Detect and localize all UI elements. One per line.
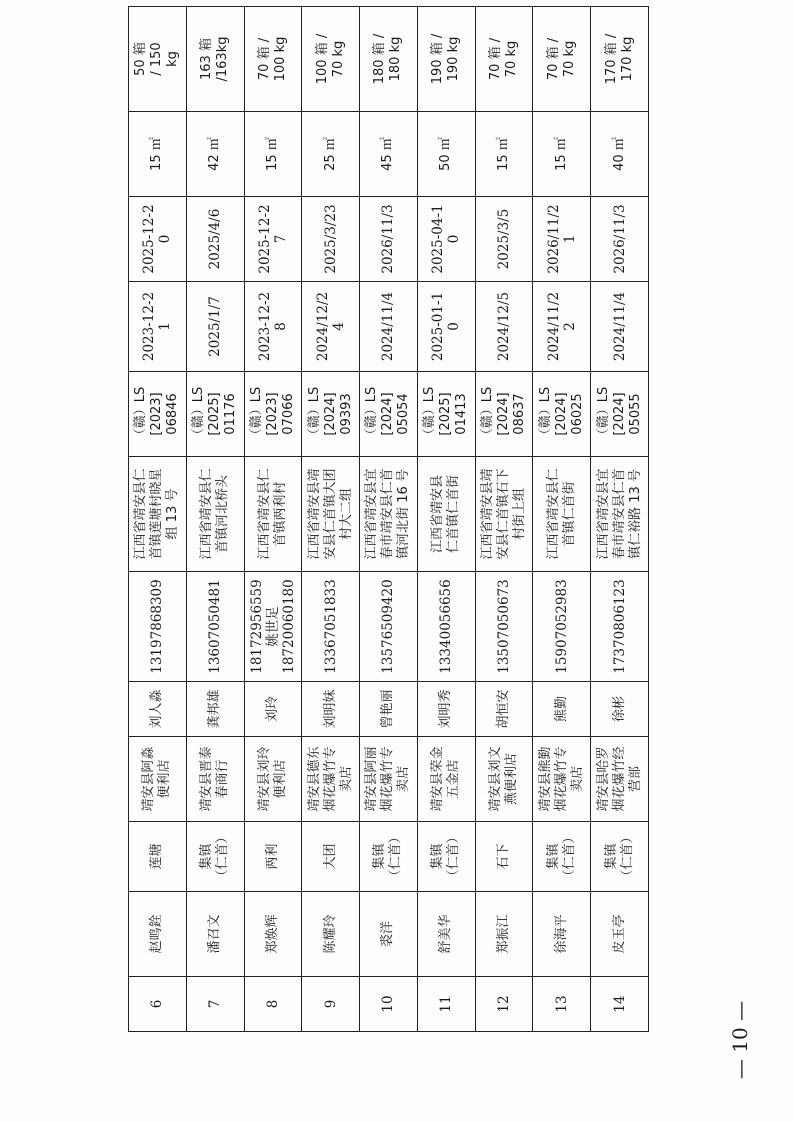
address-line: 江西省靖安县 — [430, 475, 446, 554]
start-date-line: 2024/11/4 — [380, 291, 397, 362]
license-number-line: [2025] — [438, 392, 454, 436]
cell-owner-name: 刘明妹 — [302, 682, 360, 737]
cell-end-date — [533, 197, 591, 282]
cell-person-name: 郑振江 — [475, 892, 533, 977]
town-line: 莲塘 — [149, 843, 165, 870]
phone-line: 13607050481 — [207, 579, 224, 674]
cell-owner-name: 刘人淼 — [129, 682, 187, 737]
license-number-line: [2023] — [264, 392, 280, 436]
cell-row-number: 14 — [591, 977, 649, 1032]
table-row — [475, 7, 533, 1032]
shop-name-line: 靖安县晋泰 — [199, 746, 215, 812]
license-number-line: 05054 — [396, 393, 412, 435]
table-row — [186, 7, 244, 1032]
cell-license-number — [129, 372, 187, 457]
cell-end-date — [244, 197, 302, 282]
cell-license-number — [533, 372, 591, 457]
storage-volume-line: 190 箱 / — [430, 33, 446, 85]
start-date-line: 2 — [561, 322, 578, 331]
storage-volume-line: 70 kg — [330, 40, 346, 78]
cell-person-name: 皮玉亭 — [591, 892, 649, 977]
cell-person-name: 裘洋 — [360, 892, 418, 977]
start-date-line: 2024/12/2 — [314, 291, 331, 362]
cell-area: 15 ㎡ — [533, 112, 591, 197]
cell-shop-name — [591, 737, 649, 822]
license-number-line: （赣）LS — [133, 386, 149, 442]
cell-start-date — [591, 282, 649, 372]
license-number-line: （赣）LS — [364, 386, 380, 442]
address-line: 春市靖安县仁首 — [611, 468, 627, 560]
cell-storage-volume — [360, 7, 418, 112]
cell-phone — [591, 572, 649, 682]
cell-owner-name: 徐彬 — [591, 682, 649, 737]
start-date-line: 2023-12-2 — [256, 291, 273, 362]
cell-row-number: 11 — [417, 977, 475, 1032]
storage-volume-line: 170 kg — [619, 36, 635, 82]
cell-row-number: 7 — [186, 977, 244, 1032]
license-number-line: （赣）LS — [422, 386, 438, 442]
address-line: 首镇莲塘村晓星 — [149, 468, 165, 560]
cell-shop-name — [302, 737, 360, 822]
storage-volume-line: 100 kg — [272, 36, 288, 82]
table-row — [129, 7, 187, 1032]
town-line: （仁首） — [619, 830, 635, 883]
start-date-line: 2023-12-2 — [141, 291, 158, 362]
cell-address — [129, 457, 187, 572]
end-date-line: 2025/4/6 — [207, 208, 224, 270]
cell-phone — [302, 572, 360, 682]
cell-address — [360, 457, 418, 572]
cell-area: 15 ㎡ — [244, 112, 302, 197]
shop-name-line: 卖店 — [338, 766, 354, 793]
cell-row-number: 9 — [302, 977, 360, 1032]
cell-start-date — [533, 282, 591, 372]
cell-storage-volume — [417, 7, 475, 112]
shop-name-line: 烟花爆竹专 — [380, 746, 396, 812]
cell-start-date — [186, 282, 244, 372]
license-number-line: 01176 — [223, 393, 239, 435]
cell-shop-name — [417, 737, 475, 822]
cell-storage-volume — [244, 7, 302, 112]
end-date-line: 0 — [157, 234, 174, 244]
cell-area: 45 ㎡ — [360, 112, 418, 197]
start-date-line: 2025-01-1 — [430, 291, 447, 362]
cell-phone — [475, 572, 533, 682]
cell-row-number: 8 — [244, 977, 302, 1032]
storage-volume-line: /163kg — [215, 36, 231, 82]
start-date-line: 2024/11/2 — [545, 291, 562, 362]
address-line: 江西省靖安县仁 — [199, 468, 215, 560]
town-line: 集镇 — [430, 843, 446, 870]
license-number-line: 09393 — [338, 393, 354, 435]
start-date-line: 1 — [157, 322, 174, 331]
cell-owner-name: 胡恒安 — [475, 682, 533, 737]
cell-address — [186, 457, 244, 572]
shop-name-line: 燕便利店 — [503, 753, 519, 806]
end-date-line: 2026/11/3 — [611, 204, 628, 274]
cell-area: 42 ㎡ — [186, 112, 244, 197]
shop-name-line: 春商行 — [215, 759, 231, 799]
cell-owner-name: 龚邦雄 — [186, 682, 244, 737]
cell-start-date — [360, 282, 418, 372]
cell-phone — [533, 572, 591, 682]
address-line: 组 13 号 — [165, 488, 181, 540]
cell-person-name: 潘召文 — [186, 892, 244, 977]
cell-owner-name: 曾艳丽 — [360, 682, 418, 737]
town-line: 集镇 — [603, 843, 619, 870]
end-date-line: 2025/3/5 — [495, 208, 512, 270]
end-date-line: 2026/11/2 — [545, 204, 562, 274]
cell-storage-volume — [302, 7, 360, 112]
cell-shop-name — [475, 737, 533, 822]
cell-owner-name: 刘明秀 — [417, 682, 475, 737]
license-number-line: 01413 — [454, 393, 470, 435]
town-line: 集镇 — [372, 843, 388, 870]
cell-town — [475, 822, 533, 892]
town-line: 集镇 — [199, 843, 215, 870]
address-line: 江西省靖安县仁 — [256, 468, 272, 560]
storage-volume-line: 100 箱 / — [314, 33, 330, 85]
cell-area: 15 ㎡ — [475, 112, 533, 197]
license-table — [128, 6, 649, 1032]
license-number-line: （赣）LS — [537, 386, 553, 442]
cell-end-date — [302, 197, 360, 282]
shop-name-line: 靖安县德东 — [306, 746, 322, 812]
cell-owner-name: 刘玲 — [244, 682, 302, 737]
cell-end-date — [360, 197, 418, 282]
storage-volume-line: / 150 — [149, 42, 165, 76]
shop-name-line: 靖安县熊勤 — [537, 746, 553, 812]
end-date-line: 2025/3/23 — [322, 204, 339, 274]
phone-line: 15907052983 — [553, 579, 570, 674]
storage-volume-line: 70 箱 / — [256, 37, 272, 81]
cell-license-number — [186, 372, 244, 457]
town-line: （仁首） — [561, 830, 577, 883]
start-date-line: 0 — [446, 322, 463, 331]
storage-volume-line: 70 箱 / — [487, 37, 503, 81]
cell-start-date — [475, 282, 533, 372]
end-date-line: 2026/11/3 — [380, 204, 397, 274]
table-row — [417, 7, 475, 1032]
cell-start-date — [244, 282, 302, 372]
license-number-line: [2024] — [553, 392, 569, 436]
address-line: 首镇河北桥头 — [215, 475, 231, 554]
start-date-line: 2024/12/5 — [495, 291, 512, 362]
address-line: 村街上组 — [511, 488, 527, 541]
cell-license-number — [475, 372, 533, 457]
cell-phone — [244, 572, 302, 682]
cell-town — [244, 822, 302, 892]
address-line: 首镇仁首街 — [561, 481, 577, 547]
cell-address — [533, 457, 591, 572]
shop-name-line: 卖店 — [569, 766, 585, 793]
cell-license-number — [417, 372, 475, 457]
cell-person-name: 郑焕辉 — [244, 892, 302, 977]
address-line: 江西省靖安县宜 — [364, 468, 380, 560]
cell-person-name: 赵鸣銓 — [129, 892, 187, 977]
address-line: 镇河北街 16 号 — [396, 469, 412, 559]
address-line: 镇仁裕路 13 号 — [627, 469, 643, 559]
license-number-line: 07066 — [280, 393, 296, 435]
cell-person-name: 徐海平 — [533, 892, 591, 977]
address-line: 村大二组 — [338, 488, 354, 541]
cell-address — [475, 457, 533, 572]
phone-line: 17370806123 — [611, 579, 628, 674]
storage-volume-line: 170 箱 / — [603, 33, 619, 85]
start-date-line: 8 — [272, 322, 289, 331]
town-line: 两利 — [264, 843, 280, 870]
shop-name-line: 五金店 — [446, 759, 462, 799]
shop-name-line: 靖安县哈罗 — [595, 746, 611, 812]
table-row — [244, 7, 302, 1032]
cell-license-number — [591, 372, 649, 457]
page-number: — 10 — — [728, 1000, 752, 1080]
shop-name-line: 卖店 — [396, 766, 412, 793]
cell-shop-name — [360, 737, 418, 822]
cell-start-date — [129, 282, 187, 372]
phone-line: 姚世足 — [264, 606, 281, 647]
table-row — [360, 7, 418, 1032]
license-number-line: （赣）LS — [479, 386, 495, 442]
cell-row-number: 13 — [533, 977, 591, 1032]
cell-storage-volume — [591, 7, 649, 112]
cell-town — [533, 822, 591, 892]
cell-person-name: 舒美华 — [417, 892, 475, 977]
cell-town — [417, 822, 475, 892]
phone-line: 13576509420 — [380, 579, 397, 674]
storage-volume-line: 163 箱 — [199, 38, 215, 80]
address-line: 首镇两利村 — [272, 481, 288, 547]
cell-storage-volume — [533, 7, 591, 112]
cell-end-date — [186, 197, 244, 282]
shop-name-line: 靖安县刘文 — [487, 746, 503, 812]
license-number-line: 06846 — [165, 393, 181, 435]
cell-area: 50 ㎡ — [417, 112, 475, 197]
cell-start-date — [302, 282, 360, 372]
storage-volume-line: 180 kg — [388, 36, 404, 82]
cell-shop-name — [533, 737, 591, 822]
cell-shop-name — [186, 737, 244, 822]
start-date-line: 4 — [330, 322, 347, 331]
storage-volume-line: 190 kg — [446, 36, 462, 82]
cell-address — [302, 457, 360, 572]
license-number-line: [2024] — [495, 392, 511, 436]
town-line: 大团 — [322, 843, 338, 870]
end-date-line: 0 — [446, 234, 463, 244]
cell-row-number: 6 — [129, 977, 187, 1032]
license-number-line: [2024] — [611, 392, 627, 436]
address-line: 江西省靖安县宜 — [595, 468, 611, 560]
license-number-line: 08637 — [511, 393, 527, 435]
cell-license-number — [244, 372, 302, 457]
shop-name-line: 烟花爆竹专 — [322, 746, 338, 812]
cell-row-number: 12 — [475, 977, 533, 1032]
cell-address — [417, 457, 475, 572]
end-date-line: 2025-04-1 — [430, 204, 447, 274]
phone-line: 13340056656 — [438, 579, 455, 674]
table-row — [591, 7, 649, 1032]
town-line: （仁首） — [388, 830, 404, 883]
storage-volume-line: 70 kg — [561, 40, 577, 78]
address-line: 江西省靖安县仁 — [133, 468, 149, 560]
end-date-line: 2025-12-2 — [256, 204, 273, 274]
cell-storage-volume — [186, 7, 244, 112]
end-date-line: 7 — [272, 234, 289, 244]
cell-start-date — [417, 282, 475, 372]
town-line: 集镇 — [545, 843, 561, 870]
storage-volume-line: 50 箱 — [133, 42, 149, 76]
cell-end-date — [475, 197, 533, 282]
address-line: 江西省靖安县靖 — [306, 468, 322, 560]
storage-volume-line: kg — [165, 51, 181, 67]
cell-area: 15 ㎡ — [129, 112, 187, 197]
end-date-line: 1 — [561, 234, 578, 244]
shop-name-line: 便利店 — [157, 759, 173, 799]
phone-line: 13367051833 — [322, 579, 339, 674]
cell-person-name: 陈耀玲 — [302, 892, 360, 977]
phone-line: 18172956559 — [248, 579, 265, 674]
shop-name-line: 烟花爆竹专 — [553, 746, 569, 812]
cell-area: 40 ㎡ — [591, 112, 649, 197]
license-number-line: 05055 — [627, 393, 643, 435]
shop-name-line: 靖安县阿丽 — [364, 746, 380, 812]
license-number-line: [2024] — [322, 392, 338, 436]
cell-end-date — [591, 197, 649, 282]
address-line: 春市靖安县仁首 — [380, 468, 396, 560]
cell-phone — [186, 572, 244, 682]
cell-town — [591, 822, 649, 892]
cell-address — [244, 457, 302, 572]
cell-end-date — [129, 197, 187, 282]
license-number-line: [2023] — [149, 392, 165, 436]
license-number-line: （赣）LS — [306, 386, 322, 442]
storage-volume-line: 70 kg — [503, 40, 519, 78]
cell-town — [186, 822, 244, 892]
address-line: 仁首镇仁首街 — [446, 475, 462, 554]
cell-end-date — [417, 197, 475, 282]
storage-volume-line: 70 箱 / — [545, 37, 561, 81]
table-row — [533, 7, 591, 1032]
start-date-line: 2025/1/7 — [207, 296, 224, 357]
address-line: 江西省靖安县靖 — [479, 468, 495, 560]
table-row — [302, 7, 360, 1032]
shop-name-line: 烟花爆竹经 — [611, 746, 627, 812]
storage-volume-line: 180 箱 / — [372, 33, 388, 85]
shop-name-line: 营部 — [627, 766, 643, 793]
license-number-line: 06025 — [569, 393, 585, 435]
address-line: 安县仁首镇大团 — [322, 468, 338, 560]
town-line: （仁首） — [446, 830, 462, 883]
address-line: 安县仁首镇石下 — [495, 468, 511, 560]
cell-owner-name: 熊勤 — [533, 682, 591, 737]
phone-line: 13197868309 — [149, 579, 166, 674]
cell-row-number: 10 — [360, 977, 418, 1032]
cell-town — [360, 822, 418, 892]
cell-license-number — [302, 372, 360, 457]
cell-phone — [360, 572, 418, 682]
cell-shop-name — [244, 737, 302, 822]
license-number-line: [2025] — [207, 392, 223, 436]
shop-name-line: 靖安县刘玲 — [256, 746, 272, 812]
cell-area: 25 ㎡ — [302, 112, 360, 197]
license-number-line: （赣）LS — [595, 386, 611, 442]
shop-name-line: 靖安县荣金 — [430, 746, 446, 812]
license-number-line: （赣）LS — [248, 386, 264, 442]
shop-name-line: 便利店 — [272, 759, 288, 799]
cell-license-number — [360, 372, 418, 457]
start-date-line: 2024/11/4 — [611, 291, 628, 362]
cell-phone — [129, 572, 187, 682]
rotated-table-wrapper — [128, 33, 649, 1032]
town-line: （仁首） — [215, 830, 231, 883]
cell-town — [302, 822, 360, 892]
shop-name-line: 靖安县阿淼 — [141, 746, 157, 812]
cell-town — [129, 822, 187, 892]
cell-shop-name — [129, 737, 187, 822]
address-line: 江西省靖安县仁 — [545, 468, 561, 560]
phone-line: 18720060180 — [280, 579, 297, 674]
cell-phone — [417, 572, 475, 682]
license-number-line: （赣）LS — [191, 386, 207, 442]
phone-line: 13507050673 — [495, 579, 512, 674]
end-date-line: 2025-12-2 — [141, 204, 158, 274]
town-line: 石下 — [495, 843, 511, 870]
license-number-line: [2024] — [380, 392, 396, 436]
cell-storage-volume — [475, 7, 533, 112]
cell-storage-volume — [129, 7, 187, 112]
cell-address — [591, 457, 649, 572]
